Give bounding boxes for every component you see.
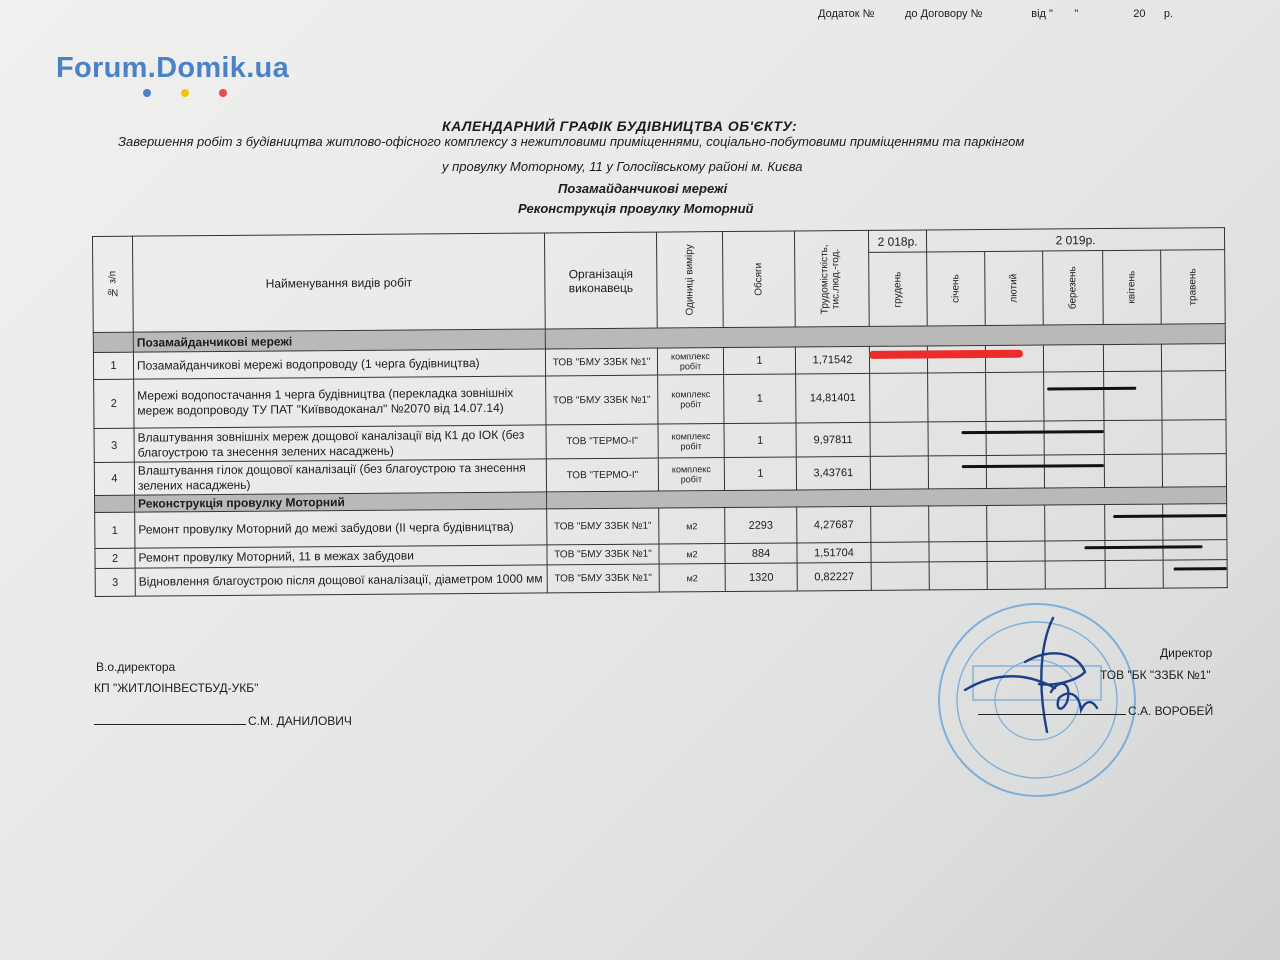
table-row: 1 Ремонт провулку Моторний до межі забудови (ІІ черга будівництва) ТОВ "БМУ ЗЗБК №1" м2 2293 4,27687: [95, 504, 1227, 549]
month-header: березень: [1043, 251, 1104, 325]
contractor: ТОВ "ТЕРМО-І": [546, 424, 658, 459]
right-signer-company: ТОВ "БК "ЗЗБК №1": [1100, 668, 1211, 682]
volume: 1: [723, 347, 795, 375]
section-title: Реконструкція провулку Моторний: [135, 492, 547, 512]
watermark-dot-yellow: [181, 89, 189, 97]
col-labor-header: Трудомісткість, тис.люд.-год.: [794, 230, 869, 327]
table-row: 3 Відновлення благоустрою після дощової каналізації, діаметром 1000 мм ТОВ "БМУ ЗЗБК №1" м2 1320 0,82227: [95, 560, 1227, 597]
signature-line: [978, 714, 1126, 715]
volume: 1: [724, 423, 796, 458]
labor: 14,81401: [796, 373, 870, 423]
volume: 2293: [725, 507, 797, 544]
left-signer-name: С.М. ДАНИЛОВИЧ: [248, 714, 352, 728]
right-signer-line: [978, 704, 1213, 718]
contractor: ТОВ "БМУ ЗЗБК №1": [547, 508, 659, 545]
work-name: Позамайданчикові мережі водопроводу (1 черга будівництва): [133, 349, 545, 379]
col-num-header: № з/п: [93, 236, 134, 332]
labor: 3,43761: [796, 456, 870, 490]
work-name: Відновлення благоустрою після дощової каналізації, діаметром 1000 мм: [135, 565, 547, 596]
right-signer-name: С.А. ВОРОБЕЙ: [1128, 704, 1214, 718]
year-2018-header: 2 018р.: [868, 230, 926, 252]
work-name: Мережі водопостачання 1 черга будівництва (перекладка зовнішніх мереж водопроводу ТУ ПАТ "Київводоканал" №2070 від 14.07.14): [134, 376, 546, 428]
schedule-table-wrap: [92, 227, 1227, 609]
col-org-header: Організація виконавець: [544, 232, 657, 329]
table-row: 3 Влаштування зовнішніх мереж дощової каналізації від К1 до ІОК (без благоустрою та знесення зелених насаджень) ТОВ "ТЕРМО-І" комплекс робіт 1 9,97811: [94, 420, 1226, 463]
col-unit-header: Одиниці виміру: [656, 232, 723, 329]
signature-line: [94, 724, 246, 725]
appendix-line: Додаток № до Договору № від " " 20 р.: [818, 8, 1173, 20]
watermark-logo: Forum.Domik.ua: [56, 52, 289, 84]
month-header: грудень: [869, 252, 928, 326]
document-title: КАЛЕНДАРНИЙ ГРАФІК БУДІВНИЦТВА ОБ'ЄКТУ:: [442, 118, 798, 134]
work-name: Влаштування гілок дощової каналізації (без благоустрою та знесення зелених насаджень): [134, 459, 546, 495]
col-name-header: Найменування видів робіт: [133, 233, 546, 332]
watermark-dots: [143, 89, 227, 97]
labor: 1,51704: [797, 542, 871, 563]
work-name: Влаштування зовнішніх мереж дощової каналізації від К1 до ІОК (без благоустрою та знесення зелених насаджень): [134, 425, 546, 462]
table-row: 2 Ремонт провулку Моторний, 11 в межах забудови ТОВ "БМУ ЗЗБК №1" м2 884 1,51704: [95, 540, 1227, 569]
watermark-dot-blue: [143, 89, 151, 97]
contractor: ТОВ "БМУ ЗЗБК №1": [547, 564, 659, 593]
contractor: ТОВ "БМУ ЗЗБК №1": [546, 375, 658, 425]
document-section2-heading: Реконструкція провулку Моторний: [518, 201, 754, 216]
document-section1-heading: Позамайданчикові мережі: [558, 181, 728, 196]
volume: 884: [725, 543, 797, 564]
unit: комплекс робіт: [658, 424, 724, 459]
col-volume-header: Обсяги: [722, 231, 795, 328]
unit: м2: [659, 544, 725, 565]
unit: м2: [659, 564, 725, 593]
year-2019-header: 2 019р.: [926, 228, 1224, 252]
work-name: Ремонт провулку Моторний до межі забудови (ІІ черга будівництва): [135, 509, 547, 548]
left-signer-position: В.о.директора: [96, 660, 176, 674]
month-header: лютий: [985, 251, 1044, 325]
volume: 1: [724, 457, 796, 491]
table-row: 1 Позамайданчикові мережі водопроводу (1 черга будівництва) ТОВ "БМУ ЗЗБК №1" комплекс робіт 1 1,71542: [93, 344, 1225, 380]
labor: 9,97811: [796, 422, 870, 457]
table-row: 4 Влаштування гілок дощової каналізації (без благоустрою та знесення зелених насаджень) ТОВ "ТЕРМО-І" комплекс робіт 1 3,43761: [94, 454, 1226, 496]
right-signer-position: Директор: [1160, 646, 1213, 660]
labor: 1,71542: [795, 346, 869, 374]
unit: м2: [659, 508, 725, 545]
contractor: ТОВ "БМУ ЗЗБК №1": [547, 544, 659, 565]
unit: комплекс робіт: [658, 458, 724, 492]
unit: комплекс робіт: [658, 375, 724, 425]
month-header: травень: [1161, 250, 1226, 325]
table-row: 2 Мережі водопостачання 1 черга будівництва (перекладка зовнішніх мереж водопроводу ТУ ПАТ "Київводоканал" №2070 від 14.07.14) ТОВ "БМУ ЗЗБК №1" комплекс робіт 1 14,81401: [94, 371, 1226, 429]
month-header: квітень: [1103, 250, 1162, 324]
volume: 1320: [725, 563, 797, 592]
labor: 4,27687: [797, 506, 871, 543]
unit: комплекс робіт: [657, 348, 723, 376]
volume: 1: [724, 374, 796, 424]
labor: 0,82227: [797, 562, 871, 591]
contractor: ТОВ "ТЕРМО-І": [546, 458, 658, 492]
watermark-dot-red: [219, 89, 227, 97]
schedule-table: [92, 227, 1228, 597]
section-title: Позамайданчикові мережі: [133, 329, 545, 352]
document-subtitle-line2: у провулку Моторному, 11 у Голосіївському районі м. Києва: [442, 159, 803, 174]
work-name: Ремонт провулку Моторний, 11 в межах забудови: [135, 545, 547, 568]
contractor: ТОВ "БМУ ЗЗБК №1": [545, 348, 657, 376]
document-subtitle-line1: Завершення робіт з будівництва житлово-офісного комплексу з нежитловими приміщеннями, соціально-побутовими приміщеннями та паркінгом: [118, 134, 1025, 149]
left-signer-line: [94, 714, 352, 728]
left-signer-company: КП "ЖИТЛОІНВЕСТБУД-УКБ": [94, 681, 259, 695]
month-header: січень: [927, 251, 986, 325]
